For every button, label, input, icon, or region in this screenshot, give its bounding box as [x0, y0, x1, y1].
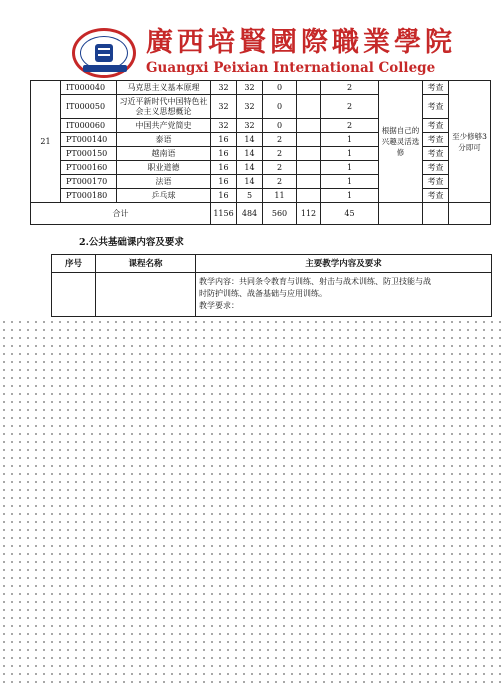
seal-book-icon: [95, 44, 113, 62]
hours-cell: 14: [237, 147, 263, 161]
hours-cell: 32: [211, 119, 237, 133]
content-line: 教学要求：: [199, 301, 239, 310]
seal-ribbon: [83, 65, 127, 72]
dotted-overlay: [0, 318, 504, 686]
empty-cell: [423, 203, 449, 225]
total-hours-cell: 560: [263, 203, 297, 225]
group-requirement-cell: 至少修够3分即可: [449, 81, 491, 203]
credit-cell: 1: [321, 133, 379, 147]
course-code-cell: IT000060: [61, 119, 117, 133]
total-hours-cell: 1156: [211, 203, 237, 225]
credit-cell: 2: [321, 81, 379, 95]
hours-cell: 0: [263, 95, 297, 119]
course-name-cell: 职业道德: [117, 161, 211, 175]
hours-cell: 2: [263, 161, 297, 175]
content-line: 教学内容：共同条令教育与训练、射击与战术训练、防卫技能与战: [199, 277, 431, 286]
section-heading: 2.公共基础课内容及要求: [79, 237, 184, 248]
course-code-cell: PT000160: [61, 161, 117, 175]
assessment-cell: 考查: [423, 119, 449, 133]
assessment-cell: 考查: [423, 189, 449, 203]
hours-cell: 32: [237, 119, 263, 133]
total-label-cell: 合计: [31, 203, 211, 225]
hours-cell: [297, 95, 321, 119]
hours-cell: 14: [237, 133, 263, 147]
assessment-cell: 考查: [423, 95, 449, 119]
total-credit-cell: 45: [321, 203, 379, 225]
hours-cell: [297, 147, 321, 161]
course-name-cell: 习近平新时代中国特色社会主义思想概论: [117, 95, 211, 119]
hours-cell: 0: [263, 81, 297, 95]
hours-cell: 16: [211, 161, 237, 175]
assessment-cell: 考查: [423, 161, 449, 175]
total-hours-cell: 484: [237, 203, 263, 225]
empty-cell: [379, 203, 423, 225]
elective-course-table: [30, 80, 491, 225]
hours-cell: 16: [211, 175, 237, 189]
hours-cell: [297, 133, 321, 147]
hours-cell: 16: [211, 189, 237, 203]
hours-cell: [297, 119, 321, 133]
hours-cell: [297, 175, 321, 189]
course-name-cell: 泰语: [117, 133, 211, 147]
course-code-cell: IT000050: [61, 95, 117, 119]
total-hours-cell: 112: [297, 203, 321, 225]
hours-cell: 11: [263, 189, 297, 203]
assessment-cell: 考查: [423, 133, 449, 147]
hours-cell: [297, 81, 321, 95]
course-code-cell: PT000140: [61, 133, 117, 147]
hours-cell: 2: [263, 133, 297, 147]
hours-cell: [297, 189, 321, 203]
credit-cell: 1: [321, 175, 379, 189]
hours-cell: 32: [237, 95, 263, 119]
hours-cell: 32: [237, 81, 263, 95]
college-seal-icon: [72, 28, 136, 78]
group-note-cell: 根据自己的兴趣灵活选修: [379, 81, 423, 203]
table-header-row: [52, 255, 492, 273]
empty-cell: [449, 203, 491, 225]
college-name-chinese: 廣西培賢國際職業學院: [146, 27, 456, 58]
course-code-cell: PT000150: [61, 147, 117, 161]
column-header-name: 课程名称: [96, 255, 196, 273]
total-row: [31, 203, 491, 225]
column-header-no: 序号: [52, 255, 96, 273]
assessment-cell: 考查: [423, 147, 449, 161]
credit-cell: 2: [321, 119, 379, 133]
course-code-cell: PT000170: [61, 175, 117, 189]
credit-cell: 1: [321, 189, 379, 203]
hours-cell: 32: [211, 81, 237, 95]
course-code-cell: PT000180: [61, 189, 117, 203]
course-code-cell: IT000040: [61, 81, 117, 95]
row-number-cell: [52, 273, 96, 317]
hours-cell: 16: [211, 133, 237, 147]
hours-cell: 32: [211, 95, 237, 119]
hours-cell: 14: [237, 175, 263, 189]
hours-cell: 14: [237, 161, 263, 175]
hours-cell: 5: [237, 189, 263, 203]
credit-cell: 2: [321, 95, 379, 119]
assessment-cell: 考查: [423, 175, 449, 189]
content-line: 时防护训练、战备基础与应用训练。: [199, 289, 327, 298]
assessment-cell: 考查: [423, 81, 449, 95]
hours-cell: 2: [263, 147, 297, 161]
course-name-cell: 越南语: [117, 147, 211, 161]
college-logo-header: [72, 26, 456, 80]
row-content-cell: [196, 273, 492, 317]
credit-cell: 1: [321, 147, 379, 161]
hours-cell: 16: [211, 147, 237, 161]
table-row: [52, 273, 492, 317]
course-content-table: [51, 254, 492, 317]
hours-cell: [297, 161, 321, 175]
hours-cell: 2: [263, 175, 297, 189]
hours-cell: 0: [263, 119, 297, 133]
course-name-cell: 中国共产党简史: [117, 119, 211, 133]
credit-cell: 1: [321, 161, 379, 175]
college-name-english: Guangxi Peixian International College: [146, 60, 436, 76]
row-course-name-cell: [96, 273, 196, 317]
course-name-cell: 法语: [117, 175, 211, 189]
table-row: [31, 81, 491, 95]
column-header-content: 主要教学内容及要求: [196, 255, 492, 273]
course-name-cell: 乒乓球: [117, 189, 211, 203]
group-number-cell: 21: [31, 81, 61, 203]
course-name-cell: 马克思主义基本原理: [117, 81, 211, 95]
